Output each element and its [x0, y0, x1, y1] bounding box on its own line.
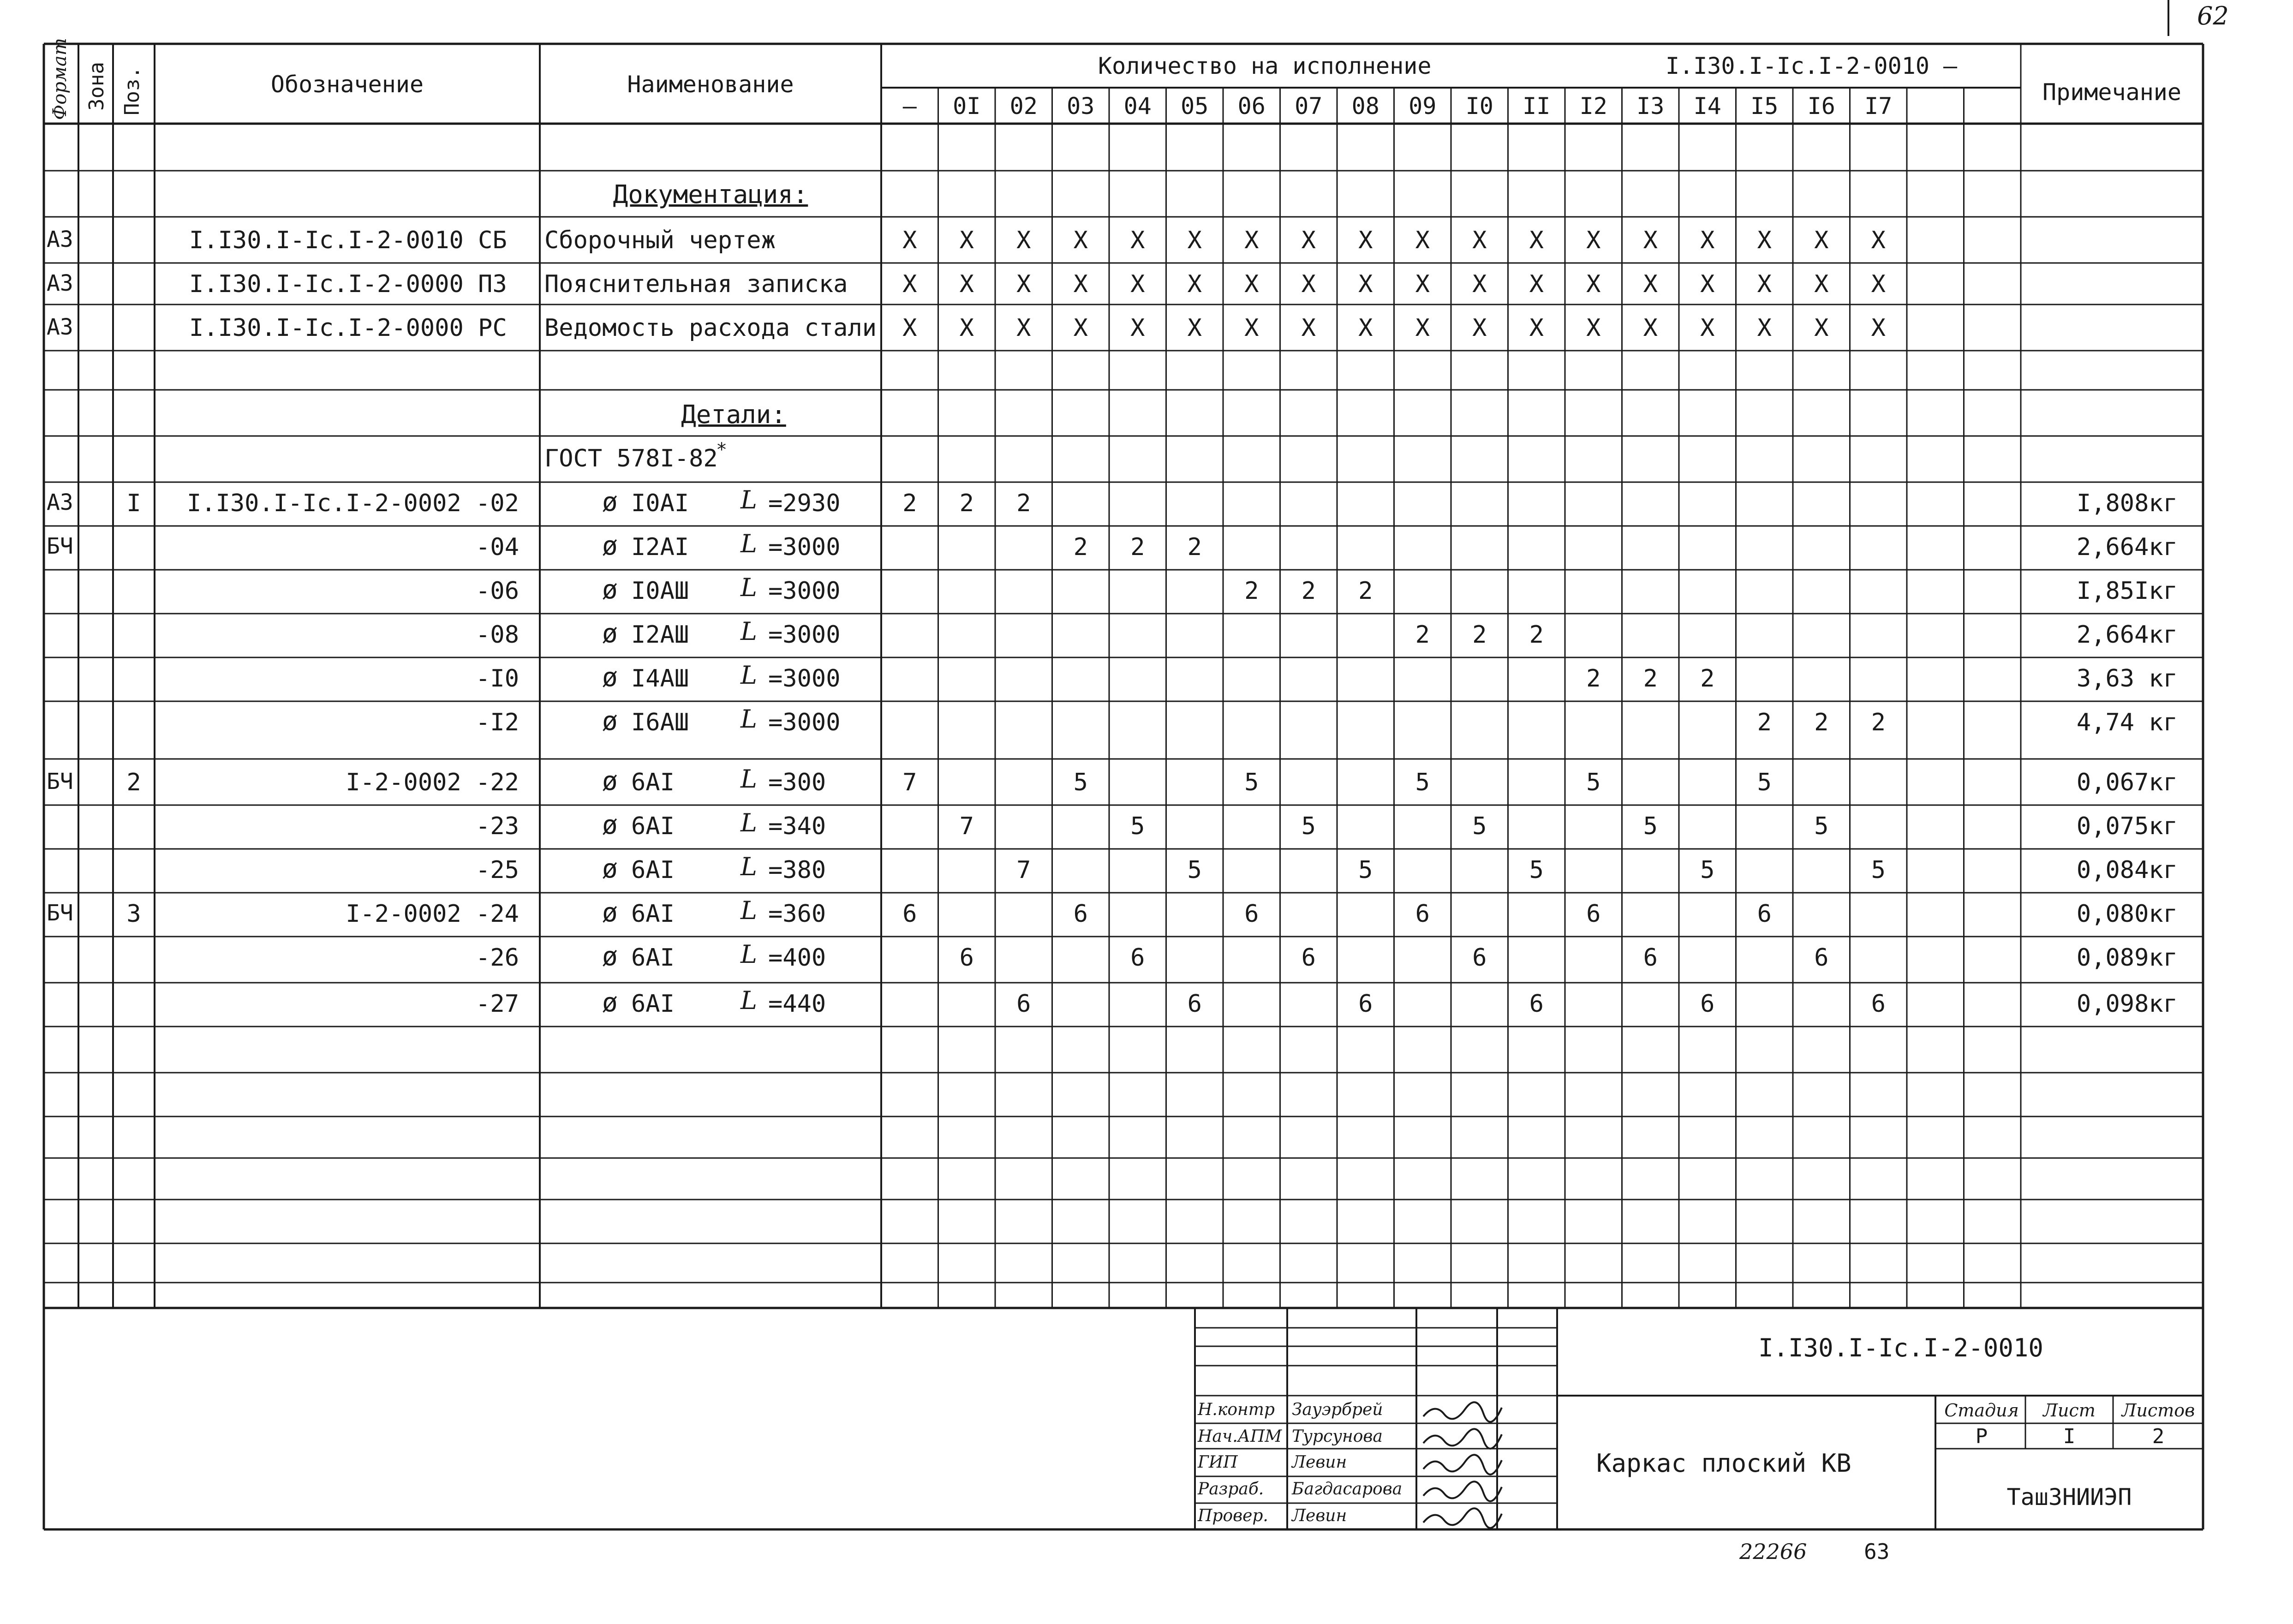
quantity-mark: 5: [1643, 812, 1658, 840]
row-format: А3: [47, 490, 73, 515]
row-designation: -I2: [476, 709, 519, 736]
row-bar: I6АШ: [631, 709, 689, 736]
row-format: А3: [47, 227, 73, 252]
quantity-mark: X: [1301, 314, 1316, 342]
row-length: =380: [768, 856, 826, 884]
diameter-symbol: ø: [602, 619, 618, 649]
row-note: 0,089кг: [2076, 944, 2178, 972]
title-block-organization: ТашЗНИИЭП: [2006, 1484, 2132, 1511]
row-length: =3000: [768, 709, 841, 736]
length-symbol: L: [740, 896, 757, 925]
quantity-mark: X: [1415, 227, 1430, 254]
quantity-mark: X: [902, 227, 917, 254]
title-block-sheets: 2: [2152, 1425, 2165, 1448]
row-note: 3,63 кг: [2076, 665, 2178, 693]
signature-role: Нач.АПМ: [1198, 1427, 1282, 1446]
quantity-mark: 6: [1016, 990, 1031, 1018]
quantity-mark: 6: [1586, 900, 1601, 928]
row-length: =360: [768, 900, 826, 928]
row-bar: 6АI: [631, 812, 675, 840]
handwritten-signature: [1423, 1402, 1502, 1422]
quantity-mark: 6: [1814, 944, 1829, 972]
length-symbol: L: [740, 485, 757, 514]
variant-header: 05: [1181, 93, 1209, 119]
quantity-mark: 2: [1187, 533, 1202, 561]
quantity-mark: X: [1358, 270, 1373, 298]
quantity-mark: X: [1073, 270, 1088, 298]
quantity-mark: 5: [1301, 812, 1316, 840]
quantity-mark: 2: [1016, 490, 1031, 517]
quantity-mark: X: [1244, 227, 1259, 254]
quantity-mark: 6: [1643, 944, 1658, 972]
row-bar: 6АI: [631, 900, 675, 928]
row-designation: -26: [476, 944, 519, 972]
quantity-mark: 6: [1301, 944, 1316, 972]
quantity-mark: 6: [1358, 990, 1373, 1018]
row-format: А3: [47, 314, 73, 340]
quantity-mark: X: [959, 270, 974, 298]
diameter-symbol: ø: [602, 898, 618, 928]
length-symbol: L: [740, 764, 757, 794]
row-bar: I0АI: [631, 490, 689, 517]
quantity-mark: X: [1871, 314, 1886, 342]
quantity-mark: 2: [902, 490, 917, 517]
row-pos: I: [126, 490, 141, 517]
signature-role: ГИП: [1198, 1453, 1238, 1472]
quantity-mark: 6: [1187, 990, 1202, 1018]
row-length: =340: [768, 812, 826, 840]
header-zone: Зона: [85, 62, 108, 111]
length-symbol: L: [740, 617, 757, 646]
title-block-title: Каркас плоский КВ: [1596, 1449, 1851, 1478]
quantity-mark: 5: [1073, 769, 1088, 796]
length-symbol: L: [740, 940, 757, 969]
quantity-mark: X: [1472, 270, 1487, 298]
quantity-mark: 2: [1700, 665, 1715, 693]
row-length: =3000: [768, 665, 841, 693]
quantity-mark: 6: [1871, 990, 1886, 1018]
quantity-mark: X: [1472, 227, 1487, 254]
header-name: Наименование: [627, 71, 794, 98]
quantity-mark: 6: [1472, 944, 1487, 972]
row-length: =400: [768, 944, 826, 972]
quantity-mark: 6: [1415, 900, 1430, 928]
row-name: Ведомость расхода стали: [544, 314, 877, 342]
variant-header: I5: [1750, 93, 1779, 119]
row-pos: 2: [126, 769, 141, 796]
quantity-mark: X: [1244, 314, 1259, 342]
row-note: 0,075кг: [2076, 812, 2178, 840]
quantity-mark: 2: [1643, 665, 1658, 693]
diameter-symbol: ø: [602, 810, 618, 840]
length-symbol: L: [740, 573, 757, 602]
quantity-mark: X: [1472, 314, 1487, 342]
quantity-mark: 7: [1016, 856, 1031, 884]
row-format: БЧ: [47, 533, 73, 559]
variant-header: 06: [1237, 93, 1266, 119]
variant-header: 04: [1123, 93, 1152, 119]
row-length: =3000: [768, 577, 841, 605]
quantity-mark: X: [959, 227, 974, 254]
row-format: А3: [47, 270, 73, 296]
quantity-mark: X: [1016, 227, 1031, 254]
quantity-mark: X: [1814, 270, 1829, 298]
variant-header: II: [1523, 93, 1551, 119]
quantity-mark: 2: [1586, 665, 1601, 693]
quantity-mark: X: [1244, 270, 1259, 298]
quantity-mark: X: [959, 314, 974, 342]
quantity-mark: X: [1415, 270, 1430, 298]
row-length: =3000: [768, 621, 841, 649]
variant-header: I3: [1636, 93, 1665, 119]
quantity-mark: X: [1529, 227, 1544, 254]
gost-reference: ГОСТ 578I-82: [544, 445, 718, 472]
row-note: 2,664кг: [2076, 533, 2178, 561]
quantity-mark: 6: [1700, 990, 1715, 1018]
quantity-mark: X: [1700, 270, 1715, 298]
quantity-mark: X: [1301, 270, 1316, 298]
quantity-mark: X: [1757, 270, 1772, 298]
quantity-mark: X: [1187, 270, 1202, 298]
quantity-mark: X: [1643, 270, 1658, 298]
diameter-symbol: ø: [602, 854, 618, 884]
quantity-mark: 5: [1529, 856, 1544, 884]
quantity-mark: X: [1130, 270, 1145, 298]
title-block-sheets-label: Листов: [2121, 1400, 2195, 1421]
row-designation: -25: [476, 856, 519, 884]
signature-name: Зауэрбрей: [1292, 1400, 1383, 1419]
signature-name: Левин: [1292, 1506, 1347, 1525]
quantity-mark: 7: [959, 812, 974, 840]
quantity-mark: X: [1073, 314, 1088, 342]
row-name: Сборочный чертеж: [544, 227, 776, 254]
row-note: 2,664кг: [2076, 621, 2178, 649]
handwritten-signature: [1423, 1481, 1502, 1501]
row-bar: I0АШ: [631, 577, 689, 605]
row-designation: I.I30.I-Ic.I-2-0000 ПЗ: [189, 270, 507, 298]
quantity-mark: 2: [959, 490, 974, 517]
gost-mark: *: [716, 439, 728, 460]
quantity-mark: X: [1130, 314, 1145, 342]
row-format: БЧ: [47, 900, 73, 926]
quantity-mark: X: [1301, 227, 1316, 254]
row-format: БЧ: [47, 769, 73, 794]
variant-header: I7: [1864, 93, 1893, 119]
quantity-mark: 2: [1529, 621, 1544, 649]
diameter-symbol: ø: [602, 531, 618, 561]
row-note: 4,74 кг: [2076, 709, 2178, 736]
quantity-mark: 5: [1586, 769, 1601, 796]
title-block-sheet: I: [2063, 1425, 2076, 1448]
signature-role: Провер.: [1198, 1506, 1268, 1525]
row-bar: 6АI: [631, 990, 675, 1018]
title-block-stage: Р: [1975, 1425, 1988, 1448]
row-designation: I-2-0002 -24: [346, 900, 519, 928]
variant-header: 09: [1409, 93, 1437, 119]
row-note: 0,098кг: [2076, 990, 2178, 1018]
header-format: Формат: [49, 38, 71, 120]
row-designation: -23: [476, 812, 519, 840]
header-note: Примечание: [2042, 79, 2182, 106]
quantity-mark: 2: [1757, 709, 1772, 736]
quantity-mark: 2: [1073, 533, 1088, 561]
signature-name: Левин: [1292, 1453, 1347, 1472]
quantity-mark: 6: [902, 900, 917, 928]
quantity-mark: X: [1529, 314, 1544, 342]
header-base-designation: I.I30.I-Ic.I-2-0010 –: [1666, 53, 1958, 79]
quantity-mark: X: [1586, 270, 1601, 298]
quantity-mark: X: [1700, 314, 1715, 342]
variant-header: –: [902, 93, 917, 119]
quantity-mark: X: [1643, 314, 1658, 342]
signature-role: Н.контр: [1198, 1400, 1275, 1419]
variant-header: I6: [1807, 93, 1835, 119]
row-designation: -I0: [476, 665, 519, 693]
quantity-mark: 5: [1757, 769, 1772, 796]
quantity-mark: X: [1757, 314, 1772, 342]
title-block-sheet-label: Лист: [2043, 1400, 2096, 1421]
quantity-mark: X: [1871, 227, 1886, 254]
quantity-mark: 5: [1415, 769, 1430, 796]
footer-number: 22266: [1739, 1539, 1807, 1564]
row-designation: -08: [476, 621, 519, 649]
quantity-mark: 5: [1871, 856, 1886, 884]
row-designation: I-2-0002 -22: [346, 769, 519, 796]
row-length: =440: [768, 990, 826, 1018]
quantity-mark: X: [1757, 227, 1772, 254]
row-length: =2930: [768, 490, 841, 517]
row-bar: 6АI: [631, 769, 675, 796]
variant-header: I4: [1693, 93, 1721, 119]
quantity-mark: 7: [902, 769, 917, 796]
diameter-symbol: ø: [602, 706, 618, 736]
variant-header: 08: [1351, 93, 1379, 119]
row-note: 0,080кг: [2076, 900, 2178, 928]
variant-header: 02: [1009, 93, 1038, 119]
section-documentation: Документация:: [613, 180, 808, 209]
variant-header: 07: [1295, 93, 1323, 119]
header-designation: Обозначение: [270, 71, 424, 98]
quantity-mark: X: [1073, 227, 1088, 254]
row-designation: I.I30.I-Ic.I-2-0010 СБ: [189, 227, 507, 254]
row-designation: I.I30.I-Ic.I-2-0000 РС: [189, 314, 507, 342]
row-note: I,808кг: [2076, 490, 2178, 517]
row-length: =300: [768, 769, 826, 796]
quantity-mark: X: [1187, 314, 1202, 342]
title-block-stage-label: Стадия: [1944, 1400, 2019, 1421]
footer-page: 63: [1864, 1539, 1890, 1564]
quantity-mark: X: [1814, 227, 1829, 254]
quantity-mark: X: [1016, 270, 1031, 298]
section-details: Детали:: [681, 400, 786, 429]
signature-role: Разраб.: [1198, 1480, 1264, 1499]
length-symbol: L: [740, 808, 757, 837]
handwritten-signature: [1423, 1508, 1502, 1528]
quantity-mark: X: [1643, 227, 1658, 254]
row-bar: 6АI: [631, 856, 675, 884]
row-name: Пояснительная записка: [544, 270, 848, 298]
quantity-mark: 5: [1187, 856, 1202, 884]
quantity-mark: X: [1586, 227, 1601, 254]
row-designation: -06: [476, 577, 519, 605]
quantity-mark: 2: [1244, 577, 1259, 605]
quantity-mark: X: [902, 270, 917, 298]
quantity-mark: X: [1358, 314, 1373, 342]
quantity-mark: X: [1871, 270, 1886, 298]
page-number: 62: [2197, 1, 2229, 30]
length-symbol: L: [740, 852, 757, 881]
variant-header: 0I: [953, 93, 981, 119]
row-designation: -04: [476, 533, 519, 561]
row-note: I,85Iкг: [2076, 577, 2178, 605]
quantity-mark: 2: [1415, 621, 1430, 649]
row-length: =3000: [768, 533, 841, 561]
row-note: 0,067кг: [2076, 769, 2178, 796]
quantity-mark: 6: [1073, 900, 1088, 928]
diameter-symbol: ø: [602, 575, 618, 605]
row-bar: 6АI: [631, 944, 675, 972]
quantity-mark: X: [1187, 227, 1202, 254]
quantity-mark: 6: [959, 944, 974, 972]
quantity-mark: X: [902, 314, 917, 342]
quantity-mark: X: [1700, 227, 1715, 254]
diameter-symbol: ø: [602, 942, 618, 972]
diameter-symbol: ø: [602, 487, 618, 517]
quantity-mark: X: [1358, 227, 1373, 254]
signature-name: Багдасарова: [1292, 1480, 1403, 1499]
quantity-mark: 2: [1301, 577, 1316, 605]
quantity-mark: 5: [1358, 856, 1373, 884]
diameter-symbol: ø: [602, 663, 618, 693]
length-symbol: L: [740, 661, 757, 690]
quantity-mark: 2: [1814, 709, 1829, 736]
variant-header: 03: [1067, 93, 1095, 119]
quantity-mark: 2: [1358, 577, 1373, 605]
quantity-mark: X: [1016, 314, 1031, 342]
row-designation: -27: [476, 990, 519, 1018]
row-bar: I4АШ: [631, 665, 689, 693]
quantity-mark: X: [1130, 227, 1145, 254]
quantity-mark: 2: [1130, 533, 1145, 561]
handwritten-signature: [1423, 1455, 1502, 1475]
row-designation: I.I30.I-Ic.I-2-0002 -02: [186, 490, 519, 517]
handwritten-signature: [1423, 1429, 1502, 1449]
quantity-mark: 2: [1472, 621, 1487, 649]
signature-name: Турсунова: [1292, 1427, 1383, 1446]
length-symbol: L: [740, 705, 757, 734]
row-bar: I2АШ: [631, 621, 689, 649]
row-pos: 3: [126, 900, 141, 928]
quantity-mark: 5: [1700, 856, 1715, 884]
diameter-symbol: ø: [602, 988, 618, 1018]
quantity-mark: X: [1415, 314, 1430, 342]
quantity-mark: 6: [1757, 900, 1772, 928]
row-bar: I2АI: [631, 533, 689, 561]
quantity-mark: 6: [1529, 990, 1544, 1018]
quantity-mark: 5: [1472, 812, 1487, 840]
title-block-designation: I.I30.I-Ic.I-2-0010: [1758, 1333, 2043, 1362]
diameter-symbol: ø: [602, 766, 618, 796]
quantity-mark: 5: [1814, 812, 1829, 840]
quantity-mark: 6: [1130, 944, 1145, 972]
header-pos: Поз.: [120, 66, 144, 115]
variant-header: I0: [1465, 93, 1493, 119]
length-symbol: L: [740, 529, 757, 558]
quantity-mark: 6: [1244, 900, 1259, 928]
quantity-mark: 2: [1871, 709, 1886, 736]
quantity-mark: X: [1814, 314, 1829, 342]
quantity-mark: X: [1529, 270, 1544, 298]
quantity-mark: 5: [1130, 812, 1145, 840]
header-quantity-caption: Количество на исполнение: [1098, 53, 1432, 79]
length-symbol: L: [740, 986, 757, 1015]
quantity-mark: X: [1586, 314, 1601, 342]
quantity-mark: 5: [1244, 769, 1259, 796]
variant-header: I2: [1579, 93, 1607, 119]
row-note: 0,084кг: [2076, 856, 2178, 884]
